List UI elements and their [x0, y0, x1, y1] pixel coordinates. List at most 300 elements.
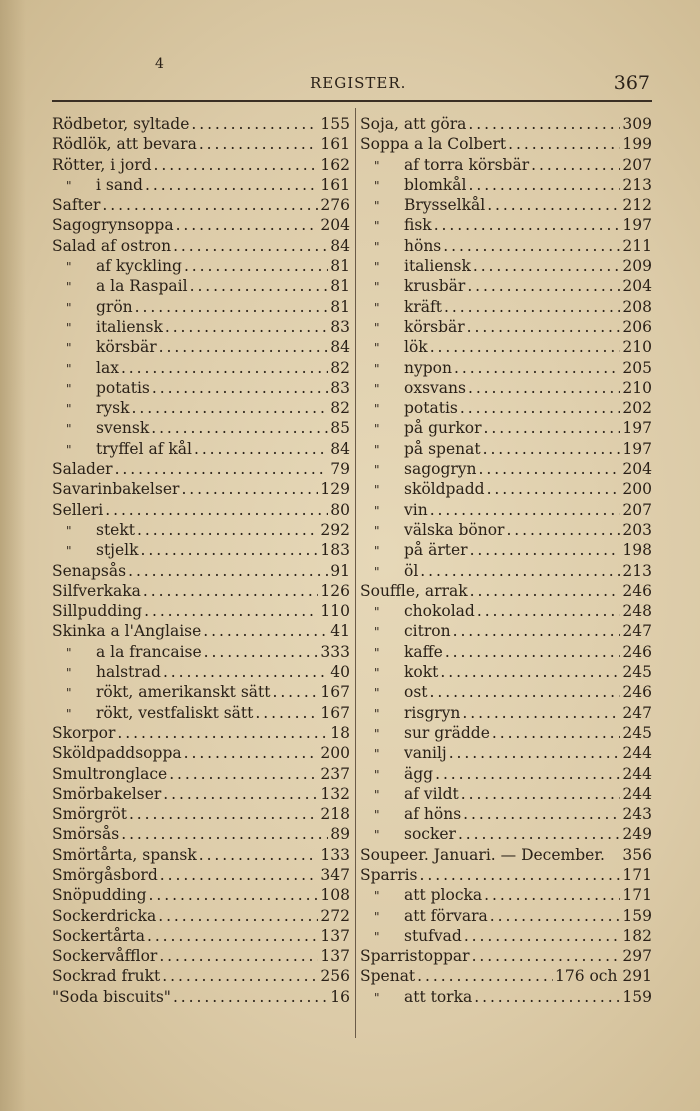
ditto-mark: "	[374, 747, 380, 762]
index-entry	[360, 195, 652, 215]
entry-page-ref: 199	[622, 135, 652, 154]
entry-term: att förvara	[404, 906, 488, 925]
entry-page-ref: 245	[622, 723, 652, 742]
entry-page-ref: 207	[622, 155, 652, 174]
index-entry	[360, 845, 652, 865]
ditto-mark: "	[66, 300, 72, 315]
ditto-mark: "	[374, 341, 380, 356]
dot-leader	[464, 926, 621, 946]
entry-term: Salader	[52, 460, 113, 479]
entry-page-ref: 171	[622, 865, 652, 884]
gutter-shadow	[0, 0, 26, 1111]
dot-leader	[115, 459, 329, 479]
index-entry	[52, 682, 350, 702]
dot-leader	[154, 155, 319, 175]
entry-term: blomkål	[404, 175, 467, 194]
index-entry	[360, 378, 652, 398]
index-entry	[52, 520, 350, 540]
entry-term: rökt, vestfaliskt sätt	[96, 703, 254, 722]
dot-leader	[181, 479, 318, 499]
ditto-mark: "	[374, 767, 380, 782]
ditto-mark: "	[374, 523, 380, 538]
dot-leader	[454, 358, 620, 378]
entry-page-ref: 18	[330, 723, 350, 742]
entry-page-ref: 212	[622, 196, 652, 215]
index-entry	[52, 845, 350, 865]
entry-page-ref: 83	[330, 378, 350, 397]
entry-term: välska bönor	[404, 520, 505, 539]
entry-page-ref: 246	[622, 683, 652, 702]
entry-term: oxsvans	[404, 378, 466, 397]
index-entry	[52, 358, 350, 378]
index-entry	[52, 317, 350, 337]
entry-term: Souffle, arrak	[360, 581, 468, 600]
entry-term: stjelk	[96, 541, 139, 560]
index-entry	[52, 276, 350, 296]
index-entry	[52, 439, 350, 459]
ditto-mark: "	[66, 402, 72, 417]
entry-term: af höns	[404, 805, 462, 824]
dot-leader	[184, 743, 319, 763]
entry-term: fisk	[404, 216, 432, 235]
index-entry	[52, 155, 350, 175]
index-entry	[52, 297, 350, 317]
dot-leader	[443, 236, 620, 256]
index-entry	[360, 479, 652, 499]
entry-term: Skorpor	[52, 723, 116, 742]
running-title: REGISTER.	[310, 74, 407, 92]
ditto-mark: "	[374, 929, 380, 944]
entry-page-ref: 197	[622, 419, 652, 438]
entry-page-ref: 137	[320, 926, 350, 945]
index-entry	[360, 459, 652, 479]
ditto-mark: "	[374, 686, 380, 701]
entry-term: Rötter, i jord	[52, 155, 152, 174]
ditto-mark: "	[66, 666, 72, 681]
index-entry	[52, 398, 350, 418]
dot-leader	[531, 155, 620, 175]
dot-leader	[458, 824, 620, 844]
entry-page-ref: 110	[320, 602, 350, 621]
entry-term: a la Raspail	[96, 277, 188, 296]
entry-term: vanilj	[404, 744, 447, 763]
entry-term: Savarinbakelser	[52, 480, 180, 499]
dot-leader	[479, 459, 621, 479]
index-entry	[360, 337, 652, 357]
entry-term: på spenat	[404, 439, 481, 458]
dot-leader	[105, 500, 328, 520]
entry-term: Sillpudding	[52, 602, 143, 621]
entry-term: krusbär	[404, 277, 466, 296]
entry-page-ref: 81	[330, 257, 350, 276]
entry-page-ref: 89	[330, 825, 350, 844]
dot-leader	[430, 682, 621, 702]
dot-leader	[430, 337, 621, 357]
entry-term: körsbär	[96, 338, 157, 357]
ditto-mark: "	[374, 260, 380, 275]
dot-leader	[129, 804, 318, 824]
ditto-mark: "	[66, 645, 72, 660]
dot-leader	[435, 764, 620, 784]
index-entry	[360, 642, 652, 662]
entry-page-ref: 159	[622, 987, 652, 1006]
entry-page-ref: 200	[320, 744, 350, 763]
ditto-mark: "	[374, 422, 380, 437]
entry-term: Safter	[52, 196, 101, 215]
dot-leader	[467, 317, 621, 337]
entry-page-ref: 237	[320, 764, 350, 783]
entry-term: i sand	[96, 175, 143, 194]
index-entry	[52, 885, 350, 905]
printer-mark: 4	[155, 56, 164, 72]
entry-term: ost	[404, 683, 428, 702]
entry-page-ref: 79	[330, 460, 350, 479]
dot-leader	[151, 418, 328, 438]
ditto-mark: "	[66, 341, 72, 356]
entry-page-ref: 256	[320, 967, 350, 986]
index-entry	[52, 337, 350, 357]
index-entry	[52, 987, 350, 1007]
index-entry	[360, 297, 652, 317]
ditto-mark: "	[66, 381, 72, 396]
entry-page-ref: 203	[622, 520, 652, 539]
index-entry	[360, 764, 652, 784]
entry-term: sköldpadd	[404, 480, 485, 499]
header-rule	[52, 100, 652, 102]
entry-term: Smörgröt	[52, 805, 127, 824]
entry-page-ref: 244	[622, 784, 652, 803]
index-entry	[360, 114, 652, 134]
entry-term: halstrad	[96, 663, 161, 682]
dot-leader	[468, 378, 620, 398]
dot-leader	[483, 439, 621, 459]
entry-page-ref: 183	[320, 541, 350, 560]
index-entry	[52, 114, 350, 134]
index-entry	[52, 195, 350, 215]
index-entry	[360, 926, 652, 946]
dot-leader	[149, 885, 319, 905]
entry-page-ref: 210	[622, 338, 652, 357]
entry-term: kokt	[404, 663, 439, 682]
entry-page-ref: 197	[622, 216, 652, 235]
dot-leader	[272, 682, 318, 702]
dot-leader	[484, 885, 620, 905]
ditto-mark: "	[374, 909, 380, 924]
entry-term: Sparristoppar	[360, 947, 470, 966]
dot-leader	[255, 703, 318, 723]
dot-leader	[159, 337, 329, 357]
entry-term: af torra körsbär	[404, 155, 530, 174]
entry-page-ref: 167	[320, 683, 350, 702]
entry-term: Smörsås	[52, 825, 120, 844]
index-entry	[360, 398, 652, 418]
dot-leader	[102, 195, 318, 215]
entry-term: Rödbetor, syltade	[52, 115, 190, 133]
index-entry	[360, 236, 652, 256]
index-entry	[360, 682, 652, 702]
index-entry	[360, 418, 652, 438]
entry-term: Soupeer. Januari. — December.	[360, 845, 605, 864]
entry-term: nypon	[404, 358, 452, 377]
column-divider	[355, 108, 356, 1038]
entry-page-ref: 243	[622, 805, 652, 824]
index-entry	[360, 703, 652, 723]
entry-term: Skinka a l'Anglaise	[52, 622, 202, 641]
entry-page-ref: 204	[320, 216, 350, 235]
entry-term: potatis	[96, 378, 150, 397]
entry-term: citron	[404, 622, 451, 641]
ditto-mark: "	[66, 686, 72, 701]
ditto-mark: "	[66, 523, 72, 538]
ditto-mark: "	[66, 544, 72, 559]
dot-leader	[158, 906, 318, 926]
index-entry	[52, 540, 350, 560]
ditto-mark: "	[374, 625, 380, 640]
index-entry	[52, 134, 350, 154]
ditto-mark: "	[374, 544, 380, 559]
index-entry	[360, 317, 652, 337]
entry-term: Selleri	[52, 500, 104, 519]
dot-leader	[469, 175, 621, 195]
ditto-mark: "	[374, 990, 380, 1005]
ditto-mark: "	[374, 320, 380, 335]
dot-leader	[420, 561, 620, 581]
page-number: 367	[613, 72, 650, 94]
ditto-mark: "	[374, 199, 380, 214]
entry-term: kräft	[404, 297, 443, 316]
entry-page-ref: 309	[622, 115, 652, 133]
entry-page-ref: 208	[622, 297, 652, 316]
ditto-mark: "	[374, 442, 380, 457]
entry-term: Spenat	[360, 967, 416, 986]
ditto-mark: "	[66, 260, 72, 275]
entry-page-ref: 176 och 291	[554, 967, 652, 986]
entry-term: tryffel af kål	[96, 439, 192, 458]
index-entry	[52, 500, 350, 520]
entry-term: Silfverkaka	[52, 581, 141, 600]
entry-page-ref: 333	[320, 642, 350, 661]
entry-term: Soppa a la Colbert	[360, 135, 507, 154]
entry-term: socker	[404, 825, 456, 844]
entry-term: vin	[404, 500, 428, 519]
entry-page-ref: 171	[622, 886, 652, 905]
entry-page-ref: 297	[622, 947, 652, 966]
entry-term: sur grädde	[404, 723, 490, 742]
entry-page-ref: 161	[320, 135, 350, 154]
dot-leader	[487, 195, 620, 215]
entry-term: chokolad	[404, 602, 475, 621]
ditto-mark: "	[374, 787, 380, 802]
dot-leader	[194, 439, 328, 459]
entry-term: stufvad	[404, 926, 462, 945]
entry-page-ref: 182	[622, 926, 652, 945]
index-entry	[52, 906, 350, 926]
entry-term: Smörtårta, spansk	[52, 845, 197, 864]
entry-term: höns	[404, 236, 442, 255]
dot-leader	[169, 764, 318, 784]
entry-term: lax	[96, 358, 119, 377]
ditto-mark: "	[66, 706, 72, 721]
index-entry	[360, 966, 652, 986]
entry-page-ref: 82	[330, 358, 350, 377]
index-entry	[360, 175, 652, 195]
dot-leader	[165, 317, 328, 337]
entry-term: rökt, amerikanskt sätt	[96, 683, 271, 702]
ditto-mark: "	[374, 483, 380, 498]
dot-leader	[144, 601, 318, 621]
entry-page-ref: 206	[622, 317, 652, 336]
entry-term: "Soda biscuits"	[52, 987, 171, 1006]
dot-leader	[417, 966, 553, 986]
dot-leader	[461, 784, 621, 804]
dot-leader	[163, 662, 328, 682]
dot-leader	[468, 114, 620, 134]
dot-leader	[430, 500, 621, 520]
entry-term: körsbär	[404, 317, 465, 336]
index-entry	[52, 561, 350, 581]
entry-page-ref: 207	[622, 500, 652, 519]
index-entry	[52, 378, 350, 398]
dot-leader	[490, 906, 621, 926]
entry-page-ref: 84	[330, 439, 350, 458]
entry-page-ref: 167	[320, 703, 350, 722]
ditto-mark: "	[66, 320, 72, 335]
entry-page-ref: 272	[320, 906, 350, 925]
index-entry	[360, 743, 652, 763]
dot-leader	[492, 723, 621, 743]
index-entry	[52, 824, 350, 844]
entry-term: sagogryn	[404, 460, 477, 479]
index-entry	[52, 703, 350, 723]
entry-term: Sockervåfflor	[52, 947, 158, 966]
index-entry	[360, 946, 652, 966]
dot-leader	[121, 358, 328, 378]
entry-page-ref: 126	[320, 581, 350, 600]
dot-leader	[128, 561, 328, 581]
index-entry	[52, 215, 350, 235]
dot-leader	[141, 540, 319, 560]
dot-leader	[191, 114, 318, 134]
index-column-left	[52, 114, 350, 1007]
entry-term: risgryn	[404, 703, 461, 722]
entry-page-ref: 198	[622, 541, 652, 560]
entry-page-ref: 159	[622, 906, 652, 925]
index-entry	[360, 885, 652, 905]
entry-page-ref: 129	[320, 480, 350, 499]
index-entry	[52, 418, 350, 438]
index-entry	[52, 865, 350, 885]
index-column-right	[360, 114, 652, 1007]
entry-term: af vildt	[404, 784, 459, 803]
entry-term: Sockerdricka	[52, 906, 157, 925]
dot-leader	[474, 987, 620, 1007]
dot-leader	[137, 520, 318, 540]
index-entry	[52, 662, 350, 682]
entry-page-ref: 197	[622, 439, 652, 458]
ditto-mark: "	[66, 442, 72, 457]
entry-page-ref: 132	[320, 784, 350, 803]
index-entry	[360, 906, 652, 926]
dot-leader	[440, 662, 620, 682]
ditto-mark: "	[66, 422, 72, 437]
index-entry	[52, 804, 350, 824]
dot-leader	[445, 642, 621, 662]
dot-leader	[152, 378, 328, 398]
entry-term: Snöpudding	[52, 886, 147, 905]
entry-page-ref: 40	[330, 663, 350, 682]
entry-page-ref: 204	[622, 460, 652, 479]
index-entry	[52, 175, 350, 195]
index-entry	[360, 784, 652, 804]
entry-term: lök	[404, 338, 428, 357]
entry-term: på gurkor	[404, 419, 482, 438]
entry-page-ref: 248	[622, 602, 652, 621]
index-entry	[360, 621, 652, 641]
dot-leader	[484, 418, 621, 438]
entry-page-ref: 213	[622, 175, 652, 194]
entry-term: Soja, att göra	[360, 115, 467, 133]
dot-leader	[190, 276, 329, 296]
dot-leader	[176, 215, 319, 235]
entry-page-ref: 204	[622, 277, 652, 296]
ditto-mark: "	[374, 280, 380, 295]
entry-page-ref: 276	[320, 196, 350, 215]
entry-page-ref: 246	[622, 642, 652, 661]
dot-leader	[159, 946, 318, 966]
index-entry	[360, 804, 652, 824]
index-entry	[52, 601, 350, 621]
dot-leader	[145, 175, 318, 195]
dot-leader	[472, 946, 621, 966]
entry-term: kaffe	[404, 642, 443, 661]
index-entry	[52, 946, 350, 966]
dot-leader	[453, 621, 621, 641]
ditto-mark: "	[374, 503, 380, 518]
dot-leader	[449, 743, 621, 763]
entry-term: på ärter	[404, 541, 468, 560]
ditto-mark: "	[374, 666, 380, 681]
dot-leader	[199, 134, 319, 154]
index-entry	[52, 966, 350, 986]
entry-page-ref: 249	[622, 825, 652, 844]
index-entry	[52, 581, 350, 601]
ditto-mark: "	[374, 564, 380, 579]
index-entry	[52, 642, 350, 662]
entry-term: öl	[404, 561, 419, 580]
ditto-mark: "	[374, 706, 380, 721]
dot-leader	[462, 703, 620, 723]
dot-leader	[184, 256, 328, 276]
ditto-mark: "	[66, 280, 72, 295]
ditto-mark: "	[374, 158, 380, 173]
entry-page-ref: 84	[330, 236, 350, 255]
dot-leader	[420, 865, 621, 885]
entry-term: Sockertårta	[52, 926, 145, 945]
entry-page-ref: 108	[320, 886, 350, 905]
entry-page-ref: 81	[330, 297, 350, 316]
index-entry	[360, 520, 652, 540]
dot-leader	[467, 276, 620, 296]
ditto-mark: "	[374, 889, 380, 904]
index-entry	[52, 479, 350, 499]
entry-term: potatis	[404, 399, 458, 418]
entry-page-ref: 245	[622, 663, 652, 682]
ditto-mark: "	[374, 726, 380, 741]
index-entry	[360, 581, 652, 601]
index-entry	[52, 459, 350, 479]
dot-leader	[203, 621, 328, 641]
entry-page-ref: 81	[330, 277, 350, 296]
